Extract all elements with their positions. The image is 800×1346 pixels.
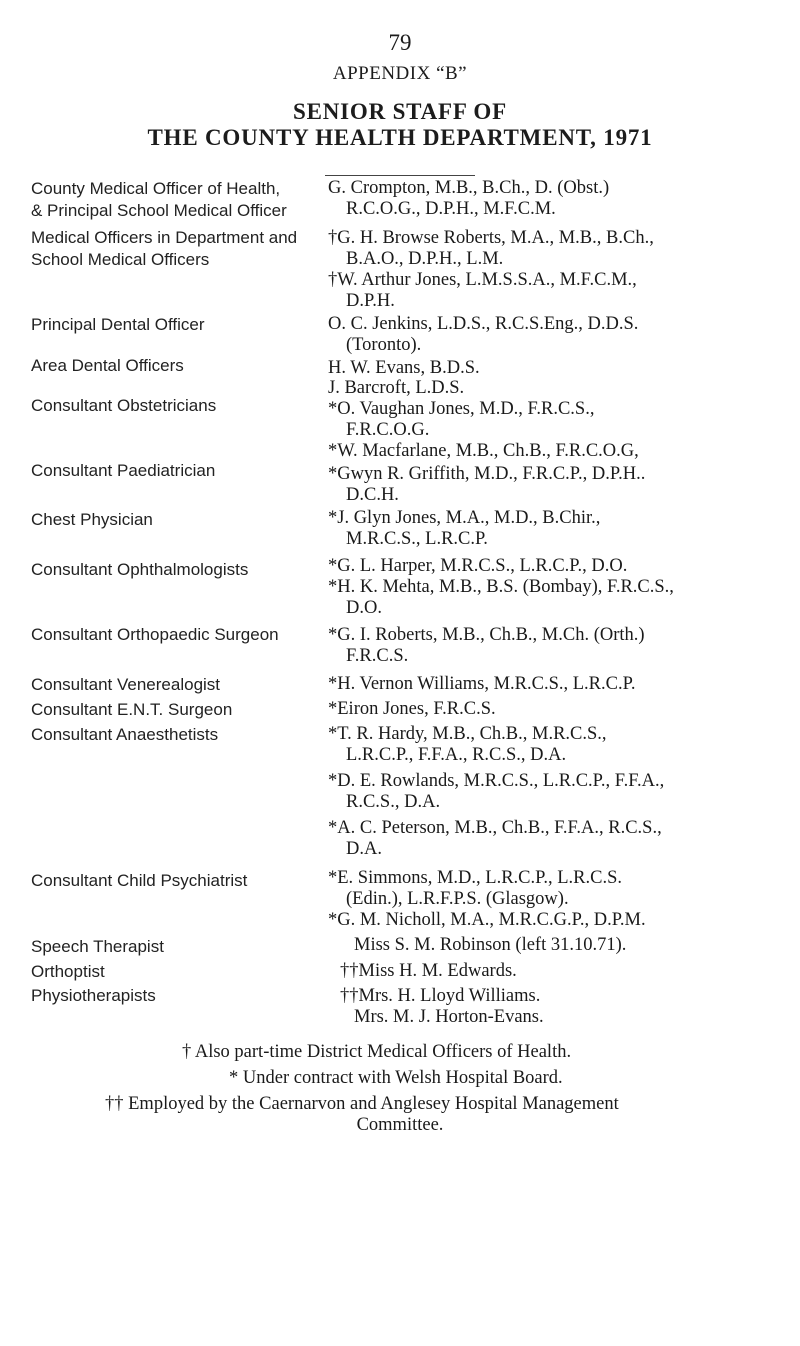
staff-entry: O. C. Jenkins, L.D.S., R.C.S.Eng., D.D.S.	[328, 314, 639, 334]
role-label: & Principal School Medical Officer	[31, 201, 287, 220]
staff-entry: *A. C. Peterson, M.B., Ch.B., F.F.A., R.C.S.,	[328, 818, 662, 838]
page-number: 79	[388, 30, 412, 55]
title-divider	[325, 175, 475, 176]
footnote-double-dagger: †† Employed by the Caernarvon and Anglesey Hospital Management	[105, 1094, 619, 1114]
role-label: Consultant Venerealogist	[31, 675, 221, 694]
role-label: Consultant Child Psychiatrist	[31, 871, 248, 890]
staff-entry: D.O.	[346, 598, 382, 618]
staff-entry: H. W. Evans, B.D.S.	[328, 358, 480, 378]
role-label: Speech Therapist	[31, 937, 164, 956]
role-label: Orthoptist	[31, 962, 105, 981]
staff-entry: *J. Glyn Jones, M.A., M.D., B.Chir.,	[328, 508, 601, 528]
staff-entry: *Eiron Jones, F.R.C.S.	[328, 699, 496, 719]
staff-entry: R.C.O.G., D.P.H., M.F.C.M.	[346, 199, 556, 219]
role-label: Consultant Orthopaedic Surgeon	[31, 625, 279, 644]
staff-entry: *G. L. Harper, M.R.C.S., L.R.C.P., D.O.	[328, 556, 628, 576]
staff-entry: G. Crompton, M.B., B.Ch., D. (Obst.)	[328, 178, 610, 198]
role-label: Consultant Anaesthetists	[31, 725, 219, 744]
role-label: Consultant Ophthalmologists	[31, 560, 249, 579]
staff-entry: *Gwyn R. Griffith, M.D., F.R.C.P., D.P.H..	[328, 464, 646, 484]
staff-entry: ††Miss H. M. Edwards.	[340, 961, 517, 981]
staff-entry: *T. R. Hardy, M.B., Ch.B., M.R.C.S.,	[328, 724, 607, 744]
role-label: Consultant Obstetricians	[31, 396, 217, 415]
staff-entry: *G. M. Nicholl, M.A., M.R.C.G.P., D.P.M.	[328, 910, 646, 930]
document-title-line-1: SENIOR STAFF OF	[293, 99, 507, 124]
staff-entry: *H. Vernon Williams, M.R.C.S., L.R.C.P.	[328, 674, 636, 694]
staff-entry: F.R.C.O.G.	[346, 420, 430, 440]
staff-entry: D.C.H.	[346, 485, 399, 505]
role-label: Consultant Paediatrician	[31, 461, 216, 480]
role-label: Medical Officers in Department and	[31, 228, 298, 247]
document-title-line-2: THE COUNTY HEALTH DEPARTMENT, 1971	[147, 125, 653, 150]
staff-entry: D.P.H.	[346, 291, 395, 311]
footnote-continuation: Committee.	[356, 1115, 444, 1135]
staff-entry: ††Mrs. H. Lloyd Williams.	[340, 986, 541, 1006]
staff-entry: (Toronto).	[346, 335, 422, 355]
staff-entry: M.R.C.S., L.R.C.P.	[346, 529, 488, 549]
staff-entry: *O. Vaughan Jones, M.D., F.R.C.S.,	[328, 399, 595, 419]
staff-entry: Mrs. M. J. Horton-Evans.	[354, 1007, 544, 1027]
staff-entry: J. Barcroft, L.D.S.	[328, 378, 465, 398]
staff-entry: R.C.S., D.A.	[346, 792, 441, 812]
role-label: Principal Dental Officer	[31, 315, 205, 334]
staff-entry: Miss S. M. Robinson (left 31.10.71).	[354, 935, 627, 955]
footnote-dagger: † Also part-time District Medical Officers of Health.	[182, 1042, 572, 1062]
staff-entry: *D. E. Rowlands, M.R.C.S., L.R.C.P., F.F.A.,	[328, 771, 665, 791]
staff-entry: †W. Arthur Jones, L.M.S.S.A., M.F.C.M.,	[328, 270, 637, 290]
staff-entry: D.A.	[346, 839, 382, 859]
role-label: Area Dental Officers	[31, 356, 184, 375]
appendix-heading: APPENDIX “B”	[332, 63, 468, 84]
staff-entry: *H. K. Mehta, M.B., B.S. (Bombay), F.R.C.S.,	[328, 577, 674, 597]
staff-entry: B.A.O., D.P.H., L.M.	[346, 249, 504, 269]
staff-entry: *E. Simmons, M.D., L.R.C.P., L.R.C.S.	[328, 868, 623, 888]
staff-entry: †G. H. Browse Roberts, M.A., M.B., B.Ch.,	[328, 228, 654, 248]
staff-entry: F.R.C.S.	[346, 646, 409, 666]
role-label: Physiotherapists	[31, 986, 156, 1005]
staff-entry: (Edin.), L.R.F.P.S. (Glasgow).	[346, 889, 569, 909]
footnote-asterisk: * Under contract with Welsh Hospital Board.	[229, 1068, 563, 1088]
role-label: School Medical Officers	[31, 250, 210, 269]
staff-entry: L.R.C.P., F.F.A., R.C.S., D.A.	[346, 745, 567, 765]
role-label: County Medical Officer of Health,	[31, 179, 281, 198]
role-label: Chest Physician	[31, 510, 153, 529]
role-label: Consultant E.N.T. Surgeon	[31, 700, 233, 719]
staff-entry: *W. Macfarlane, M.B., Ch.B., F.R.C.O.G,	[328, 441, 639, 461]
staff-entry: *G. I. Roberts, M.B., Ch.B., M.Ch. (Orth.)	[328, 625, 645, 645]
